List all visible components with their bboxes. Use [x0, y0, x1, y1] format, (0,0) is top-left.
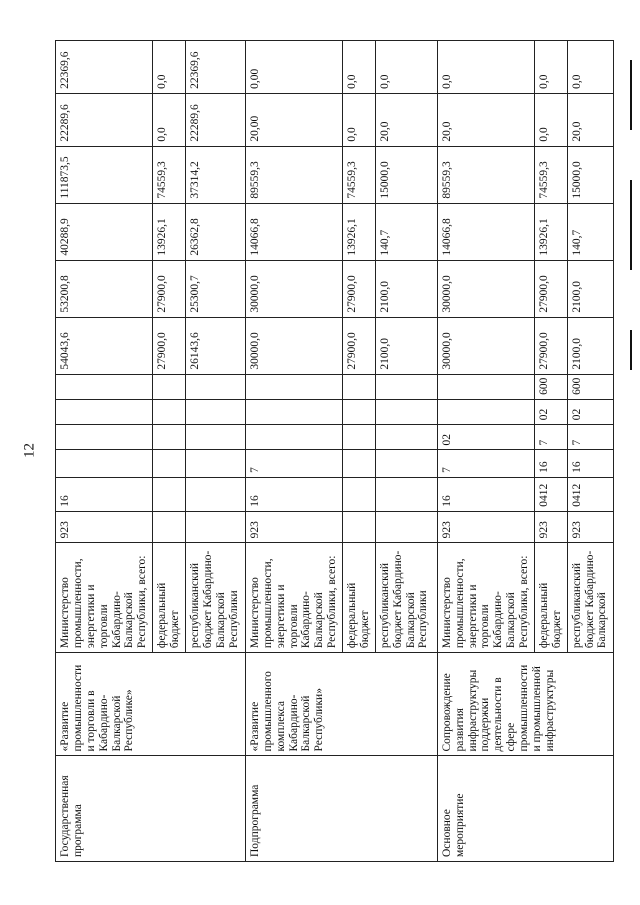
grbs-cell	[375, 511, 437, 543]
v0-cell: 600	[534, 374, 567, 399]
rzpr-cell	[343, 477, 376, 511]
v0-cell	[343, 374, 376, 399]
v2-cell: 27900,0	[534, 260, 567, 317]
v6-cell: 0,0	[534, 41, 567, 94]
executor-cell: Министерство промышленности, энергетики и торговли Кабардино-Балкарской Республики, всего:	[245, 543, 342, 653]
v5-cell: 0,0	[534, 93, 567, 146]
v0-cell	[153, 374, 186, 399]
executor-cell: республиканский бюджет Кабардино-Балкарской Республики	[185, 543, 245, 653]
status-cell: Государственная программа	[56, 756, 246, 862]
rzpr-cell: 0412	[567, 477, 613, 511]
executor-cell: Министерство промышленности, энергетики и торговли Кабардино-Балкарской Республики, всего:	[437, 543, 534, 653]
v3-cell: 14066,8	[245, 203, 342, 260]
ex-cell	[375, 399, 437, 424]
executor-cell: федеральный бюджет	[153, 543, 186, 653]
v1-cell: 54043,6	[56, 317, 153, 374]
v4-cell: 74559,3	[153, 146, 186, 203]
vr-cell: 7	[567, 425, 613, 450]
csr-cell	[56, 450, 153, 477]
v5-cell: 20,0	[567, 93, 613, 146]
budget-table-container	[55, 40, 609, 862]
status-cell: Подпрограмма	[245, 756, 437, 862]
csr-cell: 7	[245, 450, 342, 477]
v5-cell: 20,0	[375, 93, 437, 146]
v1-cell: 2100,0	[567, 317, 613, 374]
v1-cell: 27900,0	[534, 317, 567, 374]
ex-cell: 02	[534, 399, 567, 424]
v6-cell: 22369,6	[56, 41, 153, 94]
v4-cell: 15000,0	[567, 146, 613, 203]
program-name-cell: Сопровождение развития инфраструктуры поддержки деятельности в сфере промышленности и промышленной инфраструктуры	[437, 653, 613, 756]
ex-cell	[245, 399, 342, 424]
v3-cell: 14066,8	[437, 203, 534, 260]
v3-cell: 13926,1	[153, 203, 186, 260]
ex-cell	[343, 399, 376, 424]
v2-cell: 30000,0	[437, 260, 534, 317]
csr-cell: 7	[437, 450, 534, 477]
grbs-cell: 923	[245, 511, 342, 543]
v5-cell: 20,0	[437, 93, 534, 146]
page-number: 12	[21, 443, 38, 458]
csr-cell	[185, 450, 245, 477]
rzpr-cell: 16	[437, 477, 534, 511]
executor-cell: федеральный бюджет	[534, 543, 567, 653]
v0-cell	[437, 374, 534, 399]
v2-cell: 27900,0	[343, 260, 376, 317]
vr-cell	[185, 425, 245, 450]
vr-cell	[153, 425, 186, 450]
rzpr-cell	[153, 477, 186, 511]
v6-cell: 0,0	[567, 41, 613, 94]
vr-cell	[343, 425, 376, 450]
v5-cell: 0,0	[153, 93, 186, 146]
v0-cell	[185, 374, 245, 399]
v1-cell: 30000,0	[245, 317, 342, 374]
v6-cell: 0,0	[153, 41, 186, 94]
v4-cell: 111873,5	[56, 146, 153, 203]
rzpr-cell: 16	[245, 477, 342, 511]
ex-cell	[437, 399, 534, 424]
v4-cell: 74559,3	[534, 146, 567, 203]
scan-edge-mark	[630, 60, 632, 130]
v6-cell: 22369,6	[185, 41, 245, 94]
v0-cell	[245, 374, 342, 399]
table-row	[245, 41, 342, 862]
v1-cell: 26143,6	[185, 317, 245, 374]
v1-cell: 27900,0	[343, 317, 376, 374]
vr-cell	[375, 425, 437, 450]
v0-cell: 600	[567, 374, 613, 399]
executor-cell: федеральный бюджет	[343, 543, 376, 653]
ex-cell	[56, 399, 153, 424]
program-name-cell: «Развитие промышленности и торговли в Кабардино-Балкарской Республике»	[56, 653, 246, 756]
executor-cell: Министерство промышленности, энергетики и торговли Кабардино-Балкарской Республики, всего:	[56, 543, 153, 653]
rzpr-cell: 0412	[534, 477, 567, 511]
status-cell: Основное мероприятие	[437, 756, 613, 862]
csr-cell	[343, 450, 376, 477]
executor-cell: республиканский бюджет Кабардино-Балкарской	[567, 543, 613, 653]
scan-edge-mark	[630, 180, 632, 270]
v6-cell: 0,0	[375, 41, 437, 94]
v0-cell	[375, 374, 437, 399]
v1-cell: 27900,0	[153, 317, 186, 374]
ex-cell	[153, 399, 186, 424]
grbs-cell: 923	[56, 511, 153, 543]
v3-cell: 40288,9	[56, 203, 153, 260]
v5-cell: 22289,6	[185, 93, 245, 146]
grbs-cell: 923	[567, 511, 613, 543]
ex-cell	[185, 399, 245, 424]
vr-cell: 7	[534, 425, 567, 450]
csr-cell	[153, 450, 186, 477]
v5-cell: 20,00	[245, 93, 342, 146]
ex-cell: 02	[567, 399, 613, 424]
v3-cell: 13926,1	[534, 203, 567, 260]
v2-cell: 30000,0	[245, 260, 342, 317]
v5-cell: 0,0	[343, 93, 376, 146]
v3-cell: 140,7	[375, 203, 437, 260]
v2-cell: 27900,0	[153, 260, 186, 317]
csr-cell	[375, 450, 437, 477]
csr-cell: 16	[567, 450, 613, 477]
v0-cell	[56, 374, 153, 399]
grbs-cell	[153, 511, 186, 543]
v2-cell: 2100,0	[375, 260, 437, 317]
vr-cell	[245, 425, 342, 450]
grbs-cell	[185, 511, 245, 543]
v4-cell: 74559,3	[343, 146, 376, 203]
scan-edge-mark	[630, 330, 632, 370]
vr-cell	[56, 425, 153, 450]
grbs-cell: 923	[534, 511, 567, 543]
v6-cell: 0,0	[437, 41, 534, 94]
grbs-cell	[343, 511, 376, 543]
v4-cell: 37314,2	[185, 146, 245, 203]
program-name-cell: «Развитие промышленного комплекса Кабардино-Балкарской Республики»	[245, 653, 437, 756]
v3-cell: 140,7	[567, 203, 613, 260]
v4-cell: 15000,0	[375, 146, 437, 203]
rzpr-cell	[375, 477, 437, 511]
budget-table	[55, 40, 614, 862]
executor-cell: республиканский бюджет Кабардино-Балкарской Республики	[375, 543, 437, 653]
rzpr-cell	[185, 477, 245, 511]
v6-cell: 0,00	[245, 41, 342, 94]
grbs-cell: 923	[437, 511, 534, 543]
csr-cell: 16	[534, 450, 567, 477]
table-row	[437, 41, 534, 862]
v1-cell: 2100,0	[375, 317, 437, 374]
v3-cell: 13926,1	[343, 203, 376, 260]
v2-cell: 25300,7	[185, 260, 245, 317]
table-row	[56, 41, 153, 862]
rzpr-cell: 16	[56, 477, 153, 511]
v1-cell: 30000,0	[437, 317, 534, 374]
v6-cell: 0,0	[343, 41, 376, 94]
v4-cell: 89559,3	[437, 146, 534, 203]
v5-cell: 22289,6	[56, 93, 153, 146]
v3-cell: 26362,8	[185, 203, 245, 260]
vr-cell: 02	[437, 425, 534, 450]
v4-cell: 89559,3	[245, 146, 342, 203]
v2-cell: 53200,8	[56, 260, 153, 317]
v2-cell: 2100,0	[567, 260, 613, 317]
